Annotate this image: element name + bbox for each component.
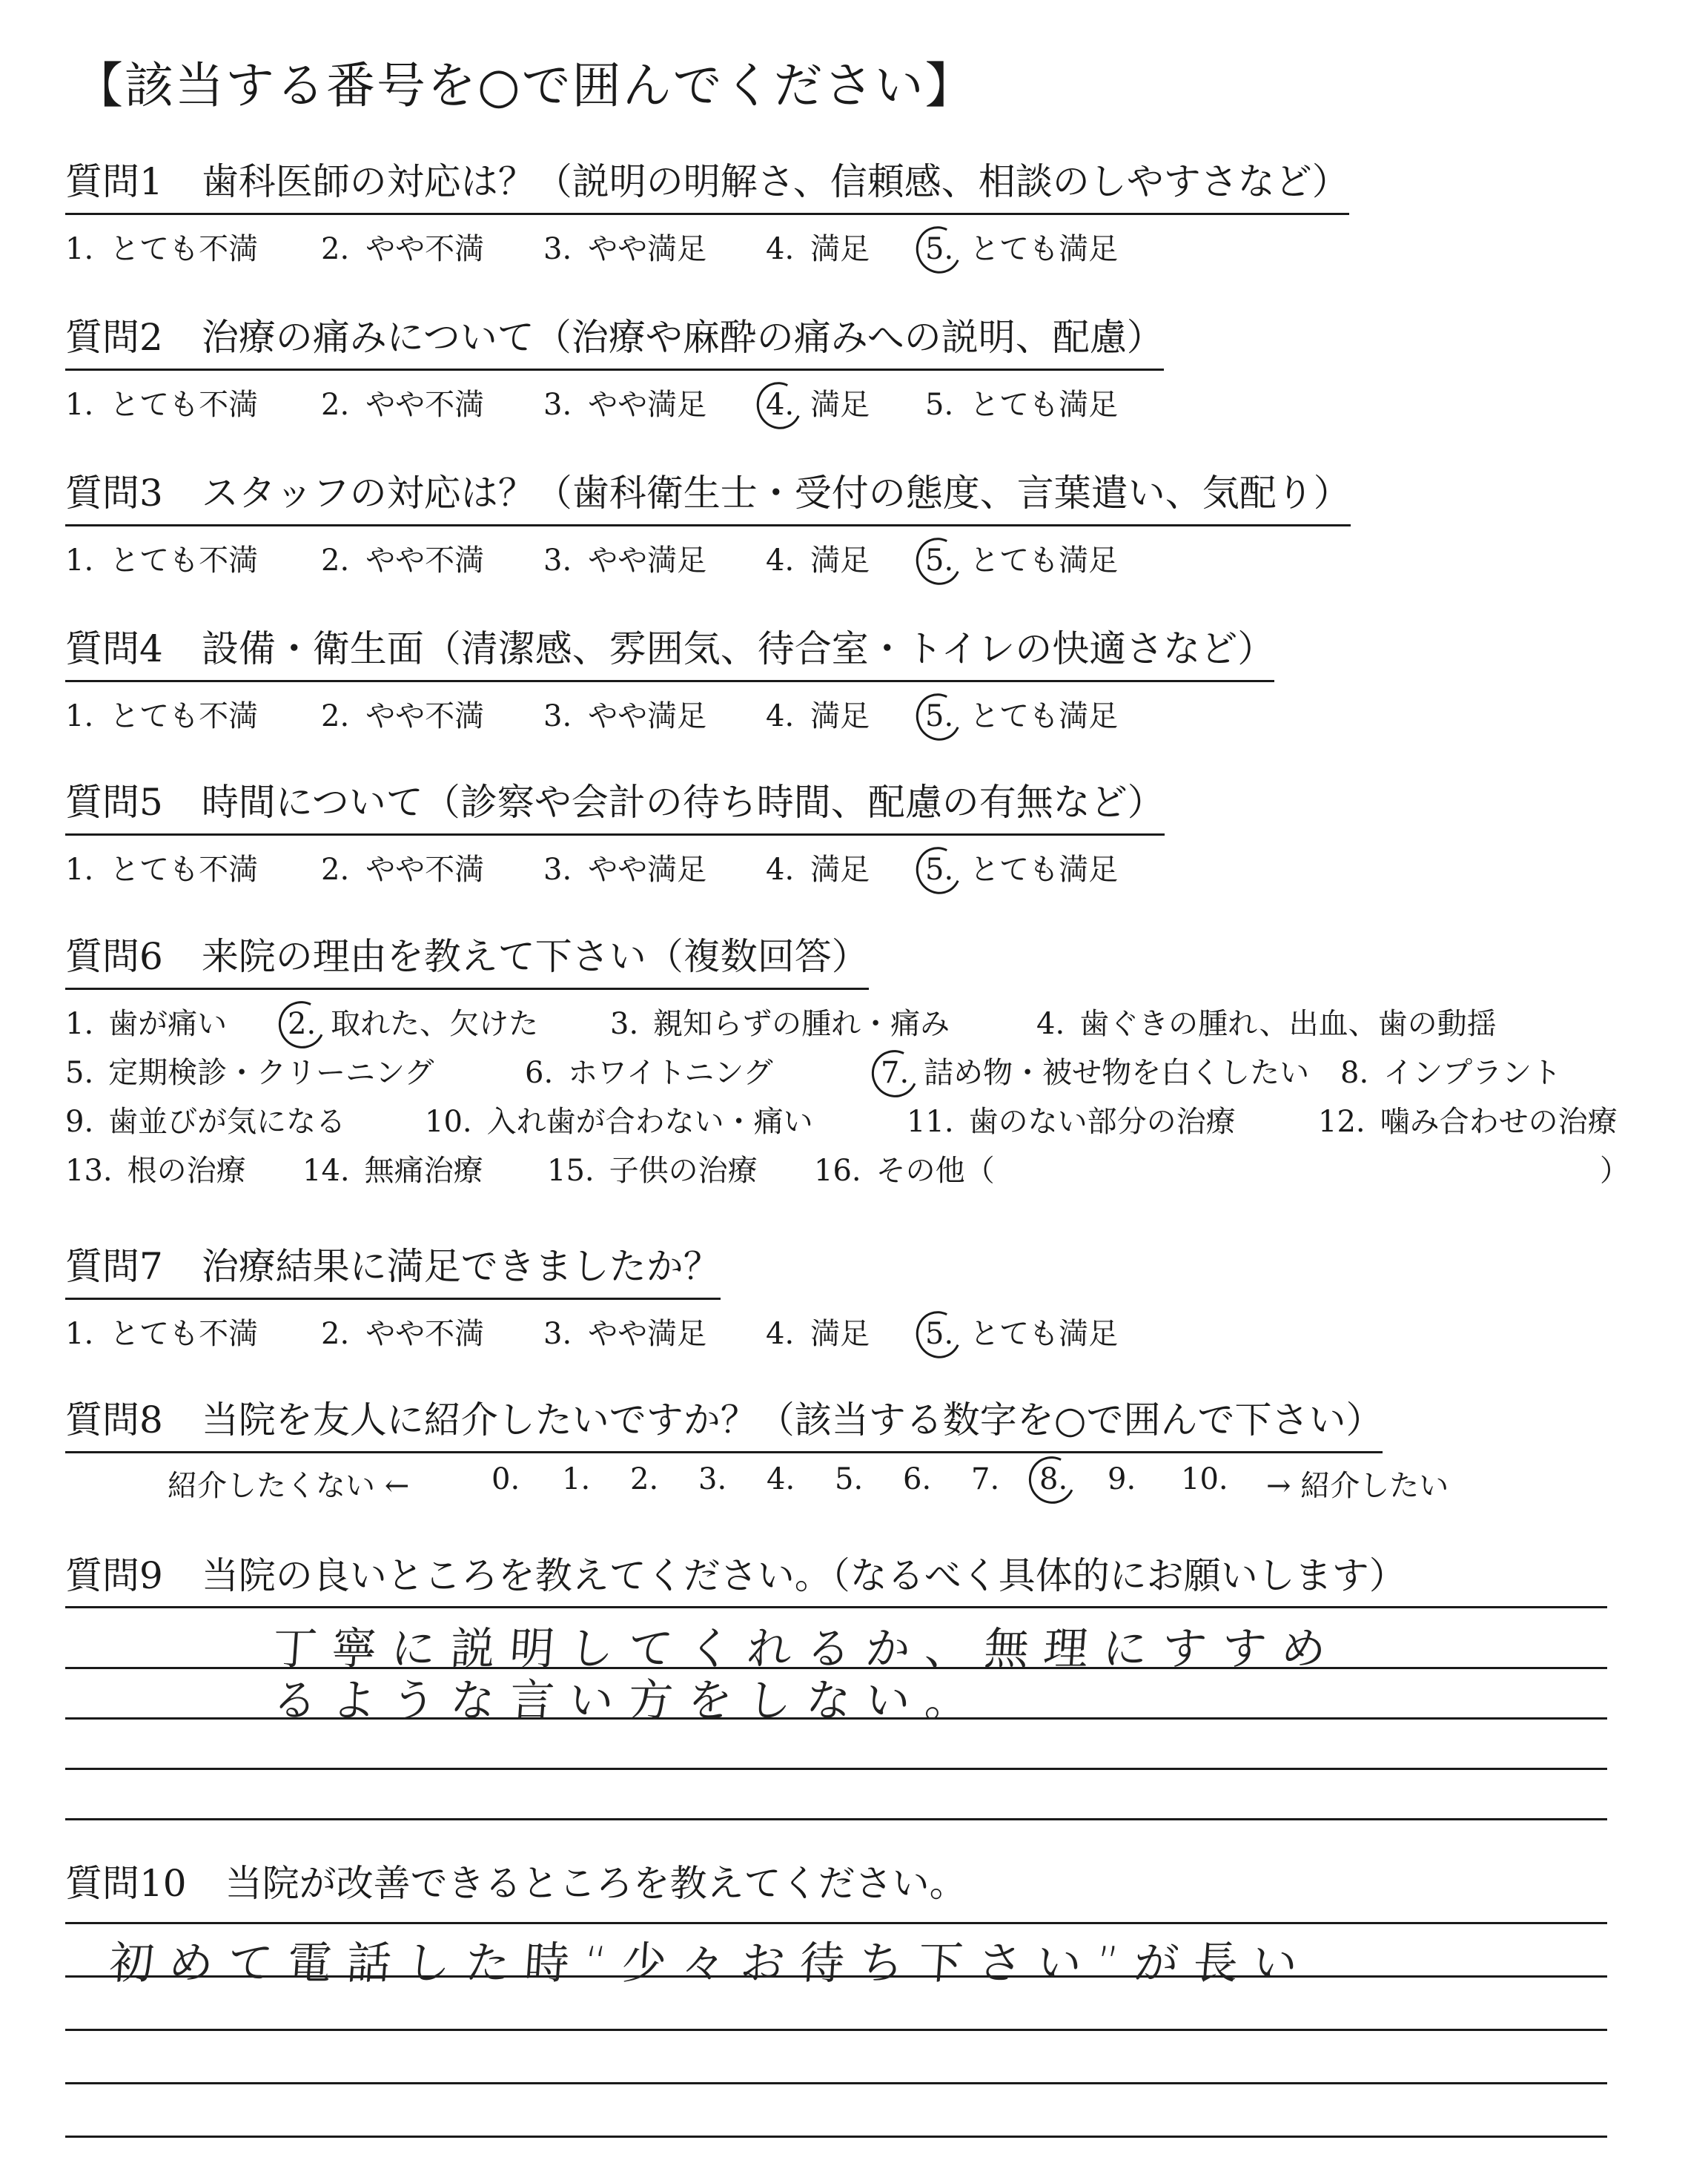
option-1[interactable]: 1. とても不満 [65, 232, 259, 266]
option-3[interactable]: 3. やや満足 [543, 1317, 707, 1351]
question-7 [65, 1237, 1652, 1356]
option-2[interactable]: 2. やや不満 [321, 699, 485, 733]
question-10-heading [65, 1854, 967, 1915]
question-text: 治療の痛みについて（治療や麻酔の痛みへの説明、配慮） [201, 316, 1164, 359]
option-1[interactable]: 1. とても不満 [65, 388, 259, 422]
page-title: 【該当する番号を○で囲んでください】 [74, 57, 976, 114]
option-1[interactable]: 1. とても不満 [65, 853, 259, 887]
question-3-heading [65, 463, 1351, 526]
reason-13[interactable]: 13. 根の治療 [65, 1154, 246, 1188]
option-5-selected[interactable]: 5. とても満足 [925, 232, 1119, 266]
question-2 [65, 308, 1652, 427]
answer-line [65, 1606, 1607, 1608]
option-3[interactable]: 3. やや満足 [543, 388, 707, 422]
question-7-heading [65, 1237, 721, 1300]
option-4[interactable]: 4. 満足 [766, 1317, 870, 1351]
question-number: 質問8 [65, 1398, 163, 1441]
question-5-heading [65, 773, 1165, 836]
scale-1[interactable]: 1. [562, 1462, 591, 1496]
question-number: 質問9 [65, 1554, 163, 1597]
reason-11[interactable]: 11. 歯のない部分の治療 [907, 1105, 1236, 1139]
question-6 [65, 927, 1652, 1193]
scale-0[interactable]: 0. [491, 1462, 520, 1496]
option-4[interactable]: 4. 満足 [766, 232, 870, 266]
question-text: 当院が改善できるところを教えてください。 [225, 1862, 967, 1905]
scale-9[interactable]: 9. [1108, 1462, 1136, 1496]
question-text: 当院の良いところを教えてください。（なるべく具体的にお願いします） [201, 1554, 1406, 1597]
handwritten-answer-line-2: るような言い方をしない。 [271, 1675, 987, 1727]
question-number: 質問6 [65, 935, 163, 978]
question-number: 質問1 [65, 160, 163, 203]
option-5[interactable]: 5. とても満足 [925, 388, 1119, 422]
rating-options [65, 693, 1652, 739]
recommend-scale [65, 1462, 1652, 1508]
option-5-selected[interactable]: 5. とても満足 [925, 699, 1119, 733]
question-number: 質問2 [65, 316, 163, 359]
option-2[interactable]: 2. やや不満 [321, 1317, 485, 1351]
option-2[interactable]: 2. やや不満 [321, 544, 485, 578]
question-8-heading [65, 1390, 1383, 1453]
option-4[interactable]: 4. 満足 [766, 699, 870, 733]
option-4[interactable]: 4. 満足 [766, 544, 870, 578]
reason-1[interactable]: 1. 歯が痛い [65, 1007, 228, 1041]
reason-6[interactable]: 6. ホワイトニング [525, 1056, 773, 1090]
question-4 [65, 619, 1652, 739]
question-text: 当院を友人に紹介したいですか？（該当する数字を○で囲んで下さい） [201, 1398, 1383, 1441]
question-1 [65, 152, 1652, 271]
option-3[interactable]: 3. やや満足 [543, 544, 707, 578]
scale-6[interactable]: 6. [903, 1462, 932, 1496]
reason-5[interactable]: 5. 定期検診・クリーニング [65, 1056, 434, 1090]
question-9 [65, 1546, 1652, 1607]
scale-left-label: 紹介したくない ← [168, 1469, 410, 1503]
option-3[interactable]: 3. やや満足 [543, 699, 707, 733]
question-number: 質問4 [65, 627, 163, 670]
question-text: 時間について（診察や会計の待ち時間、配慮の有無など） [201, 781, 1165, 824]
option-4-selected[interactable]: 4. 満足 [766, 388, 870, 422]
reason-14[interactable]: 14. 無痛治療 [302, 1154, 483, 1188]
question-9-heading [65, 1546, 1406, 1607]
handwritten-answer-line-1: 初めて電話した時“少々お待ち下さい”が長い [107, 1938, 1314, 1989]
option-2[interactable]: 2. やや不満 [321, 232, 485, 266]
reason-4[interactable]: 4. 歯ぐきの腫れ、出血、歯の動揺 [1036, 1007, 1497, 1041]
option-2[interactable]: 2. やや不満 [321, 853, 485, 887]
reason-3[interactable]: 3. 親知らずの腫れ・痛み [610, 1007, 950, 1041]
answer-line [65, 2082, 1607, 2084]
rating-options [65, 1310, 1652, 1356]
question-text: 設備・衛生面（清潔感、雰囲気、待合室・トイレの快適さなど） [201, 627, 1275, 670]
rating-options [65, 225, 1652, 271]
question-text: 来院の理由を教えて下さい（複数回答） [201, 935, 869, 978]
option-3[interactable]: 3. やや満足 [543, 232, 707, 266]
answer-line [65, 1818, 1607, 1820]
rating-options [65, 381, 1652, 427]
scale-10[interactable]: 10. [1181, 1462, 1228, 1496]
reason-16[interactable]: 16. その他（ [814, 1154, 995, 1188]
question-text: 歯科医師の対応は？（説明の明解さ、信頼感、相談のしやすさなど） [201, 160, 1349, 203]
scale-2[interactable]: 2. [630, 1462, 659, 1496]
reason-options [65, 1000, 1652, 1193]
handwritten-answer-line-1: 丁寧に説明してくれるか、無理にすすめ [271, 1623, 1343, 1675]
question-number: 質問7 [65, 1245, 163, 1288]
question-2-heading [65, 308, 1164, 371]
answer-line [65, 2029, 1607, 2031]
reason-15[interactable]: 15. 子供の治療 [547, 1154, 758, 1188]
reason-12[interactable]: 12. 噛み合わせの治療 [1318, 1105, 1618, 1139]
rating-options [65, 846, 1652, 892]
option-5-selected[interactable]: 5. とても満足 [925, 1317, 1119, 1351]
answer-line [65, 2136, 1607, 2138]
question-5 [65, 773, 1652, 892]
reason-2-selected[interactable]: 2. 取れた、欠けた [288, 1007, 539, 1041]
option-5-selected[interactable]: 5. とても満足 [925, 544, 1119, 578]
reason-10[interactable]: 10. 入れ歯が合わない・痛い [425, 1105, 813, 1139]
scale-8-selected[interactable]: 8. [1039, 1462, 1068, 1496]
question-4-heading [65, 619, 1274, 682]
scale-7[interactable]: 7. [971, 1462, 1000, 1496]
rating-options [65, 537, 1652, 583]
question-10 [65, 1854, 1652, 1915]
question-number: 質問3 [65, 472, 163, 515]
answer-line [65, 1922, 1607, 1924]
question-8 [65, 1390, 1652, 1508]
option-3[interactable]: 3. やや満足 [543, 853, 707, 887]
question-number: 質問5 [65, 781, 163, 824]
option-2[interactable]: 2. やや不満 [321, 388, 485, 422]
option-1[interactable]: 1. とても不満 [65, 1317, 259, 1351]
scale-5[interactable]: 5. [835, 1462, 864, 1496]
other-close-paren: ） [1600, 1154, 1629, 1188]
option-4[interactable]: 4. 満足 [766, 853, 870, 887]
question-3 [65, 463, 1652, 583]
question-6-heading [65, 927, 869, 990]
question-text: スタッフの対応は？（歯科衛生士・受付の態度、言葉遣い、気配り） [201, 472, 1351, 515]
option-1[interactable]: 1. とても不満 [65, 544, 259, 578]
reason-7-selected[interactable]: 7. 詰め物・被せ物を白くしたい [881, 1056, 1310, 1090]
scale-3[interactable]: 3. [698, 1462, 727, 1496]
reason-9[interactable]: 9. 歯並びが気になる [65, 1105, 346, 1139]
question-number: 質問10 [65, 1862, 187, 1905]
option-5-selected[interactable]: 5. とても満足 [925, 853, 1119, 887]
question-1-heading [65, 152, 1349, 215]
option-1[interactable]: 1. とても不満 [65, 699, 259, 733]
answer-line [65, 1768, 1607, 1770]
scale-right-label: → 紹介したい [1266, 1469, 1449, 1503]
reason-8[interactable]: 8. インプラント [1340, 1056, 1562, 1090]
scale-4[interactable]: 4. [767, 1462, 795, 1496]
question-text: 治療結果に満足できましたか？ [201, 1245, 721, 1288]
